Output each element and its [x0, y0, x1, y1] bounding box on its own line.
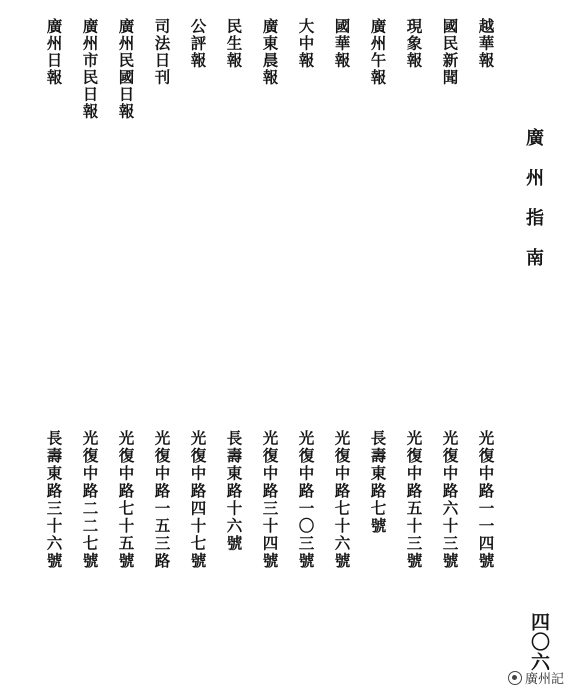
newspaper-name: 公評報: [188, 18, 208, 69]
newspaper-name: 廣州民國日報: [116, 18, 136, 120]
newspaper-address: 光復中路四十七號: [188, 430, 208, 570]
newspaper-name: 民生報: [224, 18, 244, 69]
newspaper-address: 光復中路二二七號: [80, 430, 100, 570]
newspaper-name: 國民新聞: [440, 18, 460, 86]
page-number: 四〇六: [528, 612, 550, 672]
newspaper-name: 大中報: [296, 18, 316, 69]
newspaper-name: 國華報: [332, 18, 352, 69]
newspaper-address: 光復中路六十三號: [440, 430, 460, 570]
newspaper-address: 光復中路五十三號: [404, 430, 424, 570]
newspaper-name: 越華報: [476, 18, 496, 69]
watermark-logo-icon: [508, 671, 522, 685]
newspaper-address: 光復中路一五三路: [152, 430, 172, 570]
newspaper-address: 光復中路一〇三號: [296, 430, 316, 570]
newspaper-name: 廣東晨報: [260, 18, 280, 86]
newspaper-address: 長壽東路十六號: [224, 430, 244, 553]
newspaper-address: 光復中路七十六號: [332, 430, 352, 570]
watermark: [508, 668, 564, 687]
newspaper-name: 廣州午報: [368, 18, 388, 86]
newspaper-address: 長壽東路七號: [368, 430, 388, 535]
page-header-title: 廣州指南: [523, 128, 544, 288]
newspaper-name: 司法日刊: [152, 18, 172, 86]
newspaper-name: 廣州市民日報: [80, 18, 100, 120]
newspaper-address: 長壽東路三十六號: [44, 430, 64, 570]
newspaper-address: 光復中路一一四號: [476, 430, 496, 570]
newspaper-address: 光復中路七十五號: [116, 430, 136, 570]
watermark-text: 廣州記: [525, 672, 565, 687]
newspaper-name: 現象報: [404, 18, 424, 69]
newspaper-name: 廣州日報: [44, 18, 64, 86]
newspaper-address: 光復中路三十四號: [260, 430, 280, 570]
